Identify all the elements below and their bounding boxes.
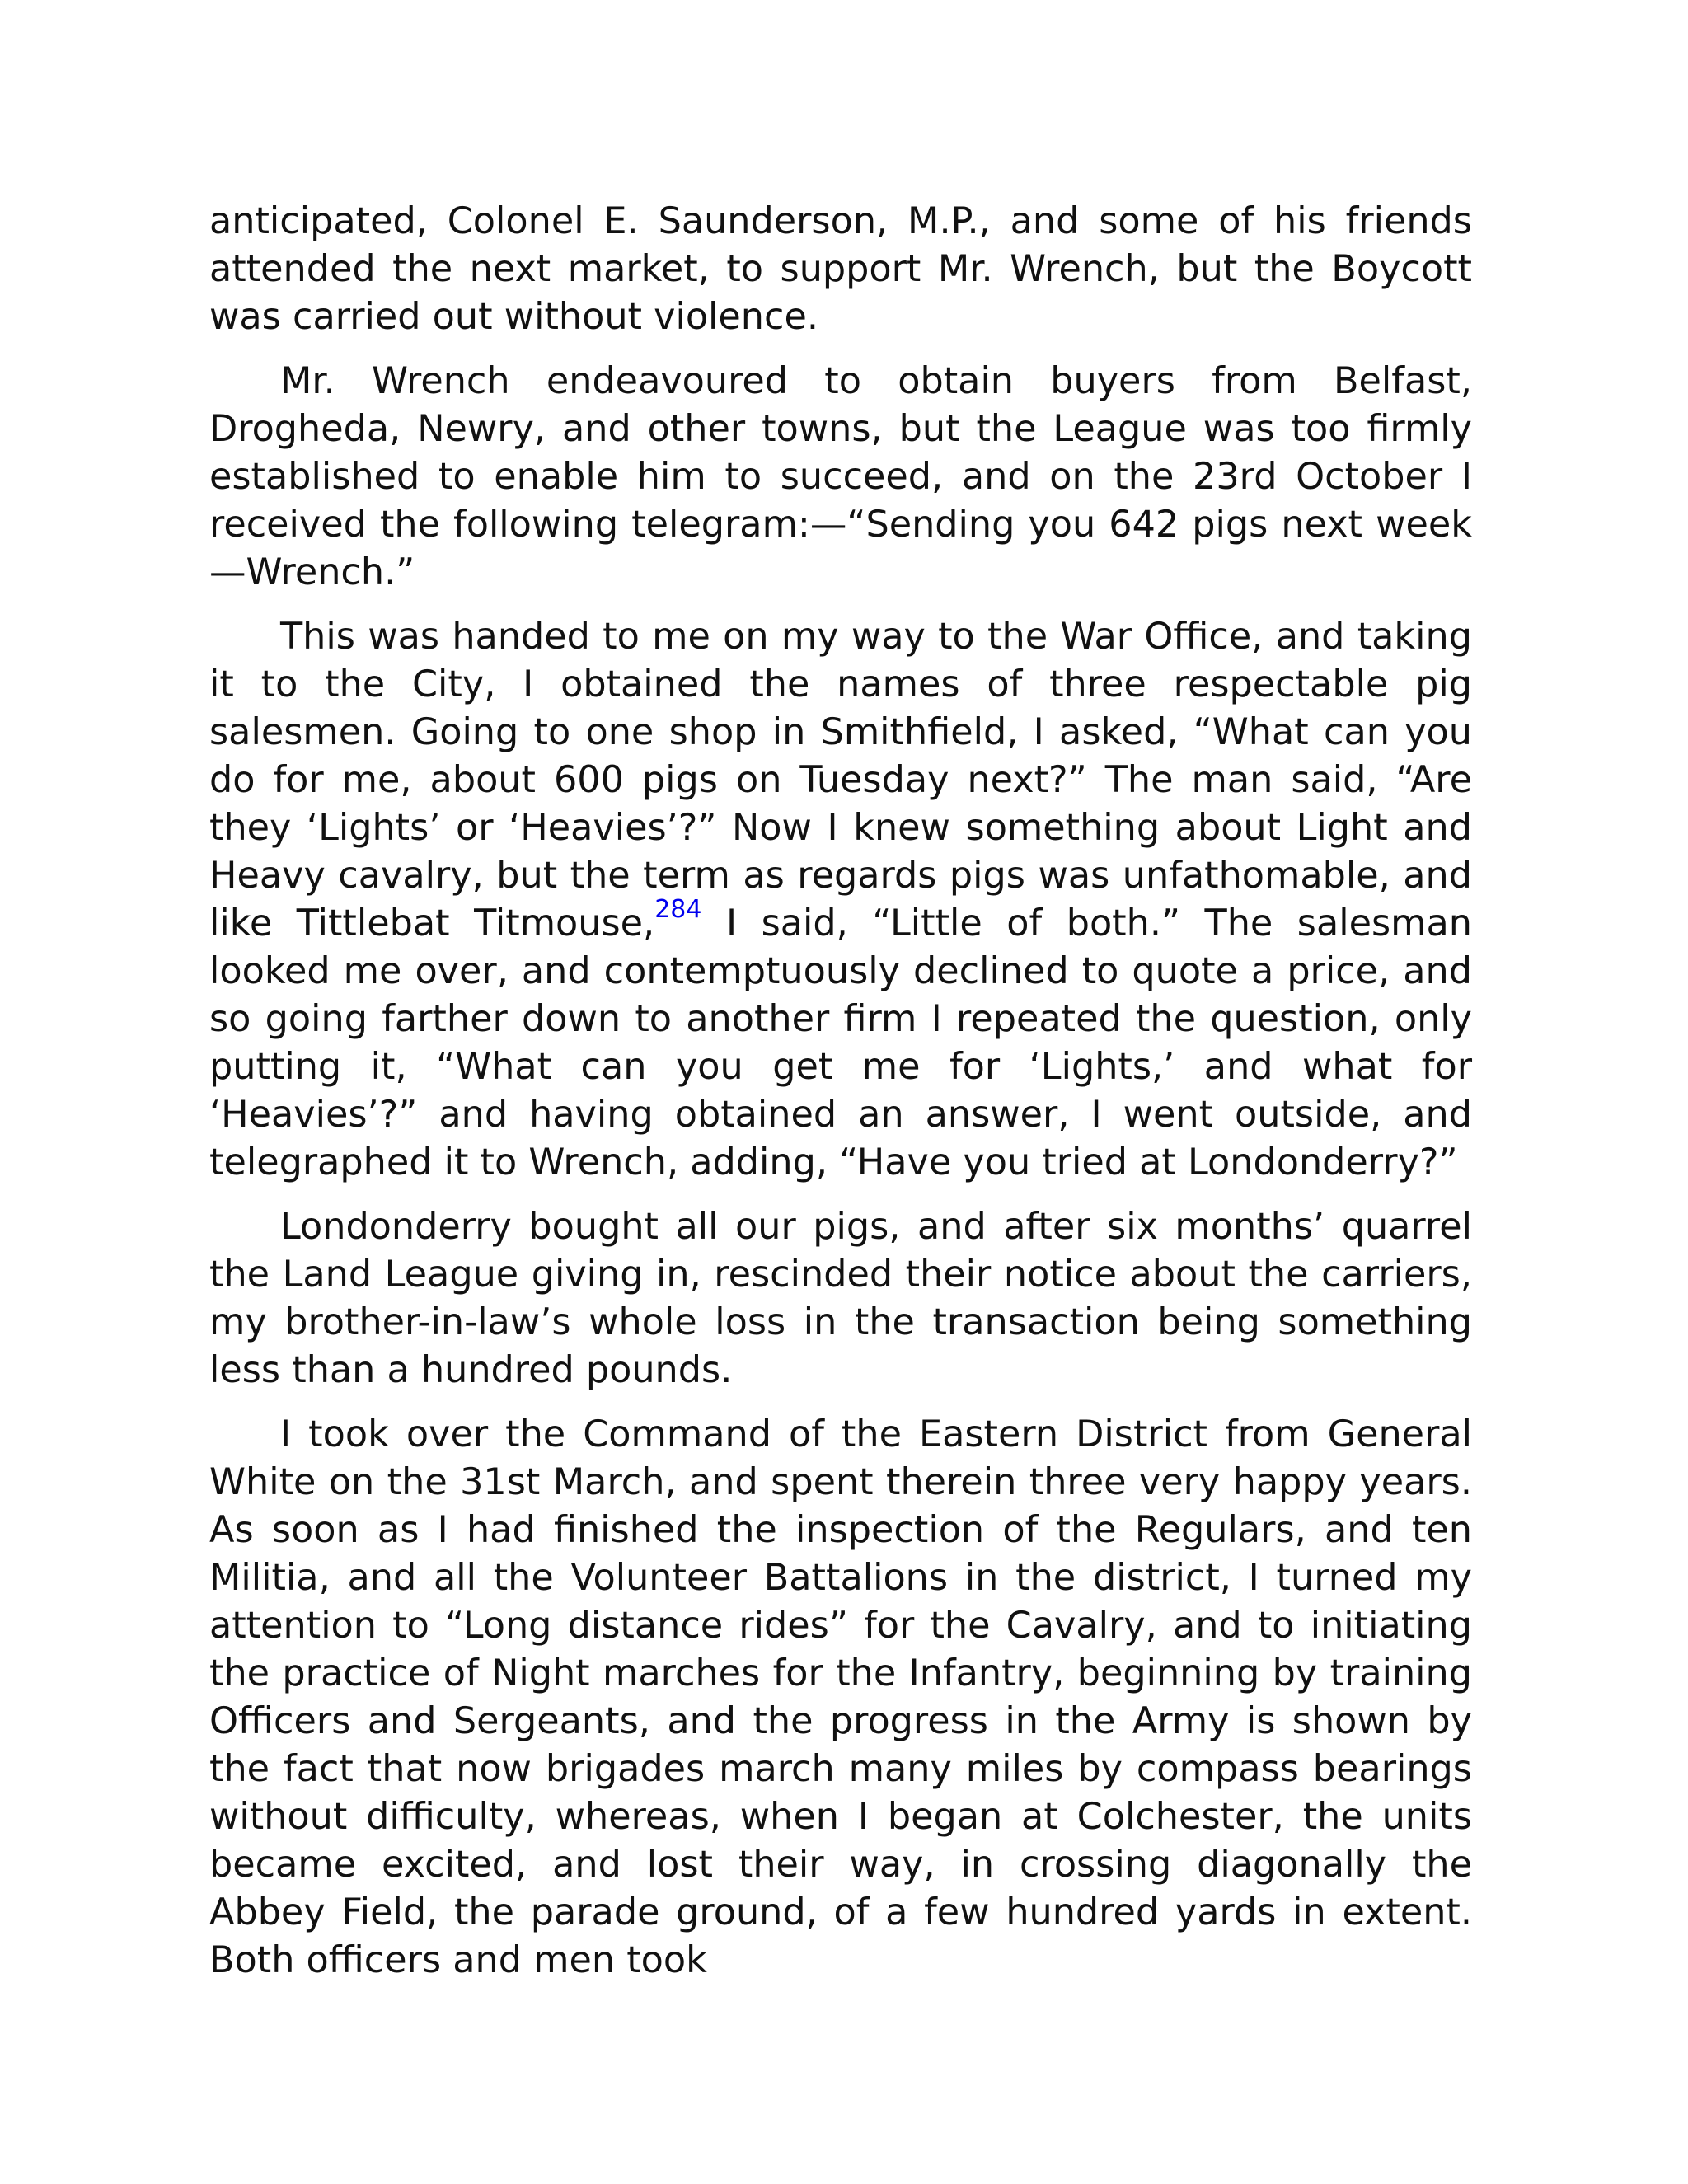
paragraph-3-text-after: I said, “Little of both.” The salesman looked me over, and contemptuously declined to quote a price, and so going farther down to another firm I repeated the question, only putting it, “What can you get me for ‘Lights,’ and what for ‘Heavies’?” and having obtained an answer, I went outside, and telegraphed it to Wrench, adding, “Have you tried at Londonderry?” [209,902,1473,1183]
paragraph-4 [209,1203,1472,1394]
paragraph-5-text: I took over the Command of the Eastern District from General White on the 31st March, and spent therein three very happy years. As soon as I had finished the inspection of the Regulars, and ten Militia, and all the Volunteer Battalions in the district, I turned my attention to “Long distance rides” for the Cavalry, and to initiating the practice of Night marches for the Infantry, beginning by training Officers and Sergeants, and the progress in the Army is shown by the fact that now brigades march many miles by compass bearings without difficulty, whereas, when I began at Colchester, the units became excited, and lost their way, in crossing diagonally the Abbey Field, the parade ground, of a few hundred yards in extent. Both officers and men took [209,1413,1472,1981]
document-page [209,198,1472,2001]
paragraph-2-text: Mr. Wrench endeavoured to obtain buyers from Belfast, Drogheda, Newry, and other towns, but the League was too firmly established to enable him to succeed, and on the 23rd October I received the following telegram:—“Sending you 642 pigs next week—Wrench.” [209,360,1472,593]
paragraph-1-text: anticipated, Colonel E. Saunderson, M.P., and some of his friends attended the next market, to support Mr. Wrench, but the Boycott was carried out without violence. [209,200,1472,338]
paragraph-1 [209,198,1472,341]
footnote-reference-link[interactable]: 284 [654,895,702,924]
paragraph-5 [209,1411,1472,1985]
paragraph-2 [209,358,1472,597]
paragraph-3 [209,613,1472,1187]
paragraph-3-text-before: This was handed to me on my way to the War Office, and taking it to the City, I obtained the names of three respectable pig salesmen. Going to one shop in Smithfield, I asked, “What can you do for me, about 600 pigs on Tuesday next?” The man said, “Are they ‘Lights’ or ‘Heavies’?” Now I knew something about Light and Heavy cavalry, but the term as regards pigs was unfathomable, and like Tittlebat Titmouse, [209,616,1472,944]
paragraph-4-text: Londonderry bought all our pigs, and after six months’ quarrel the Land League giving in, rescinded their notice about the carriers, my brother-in-law’s whole loss in the transaction being something less than a hundred pounds. [209,1206,1472,1391]
